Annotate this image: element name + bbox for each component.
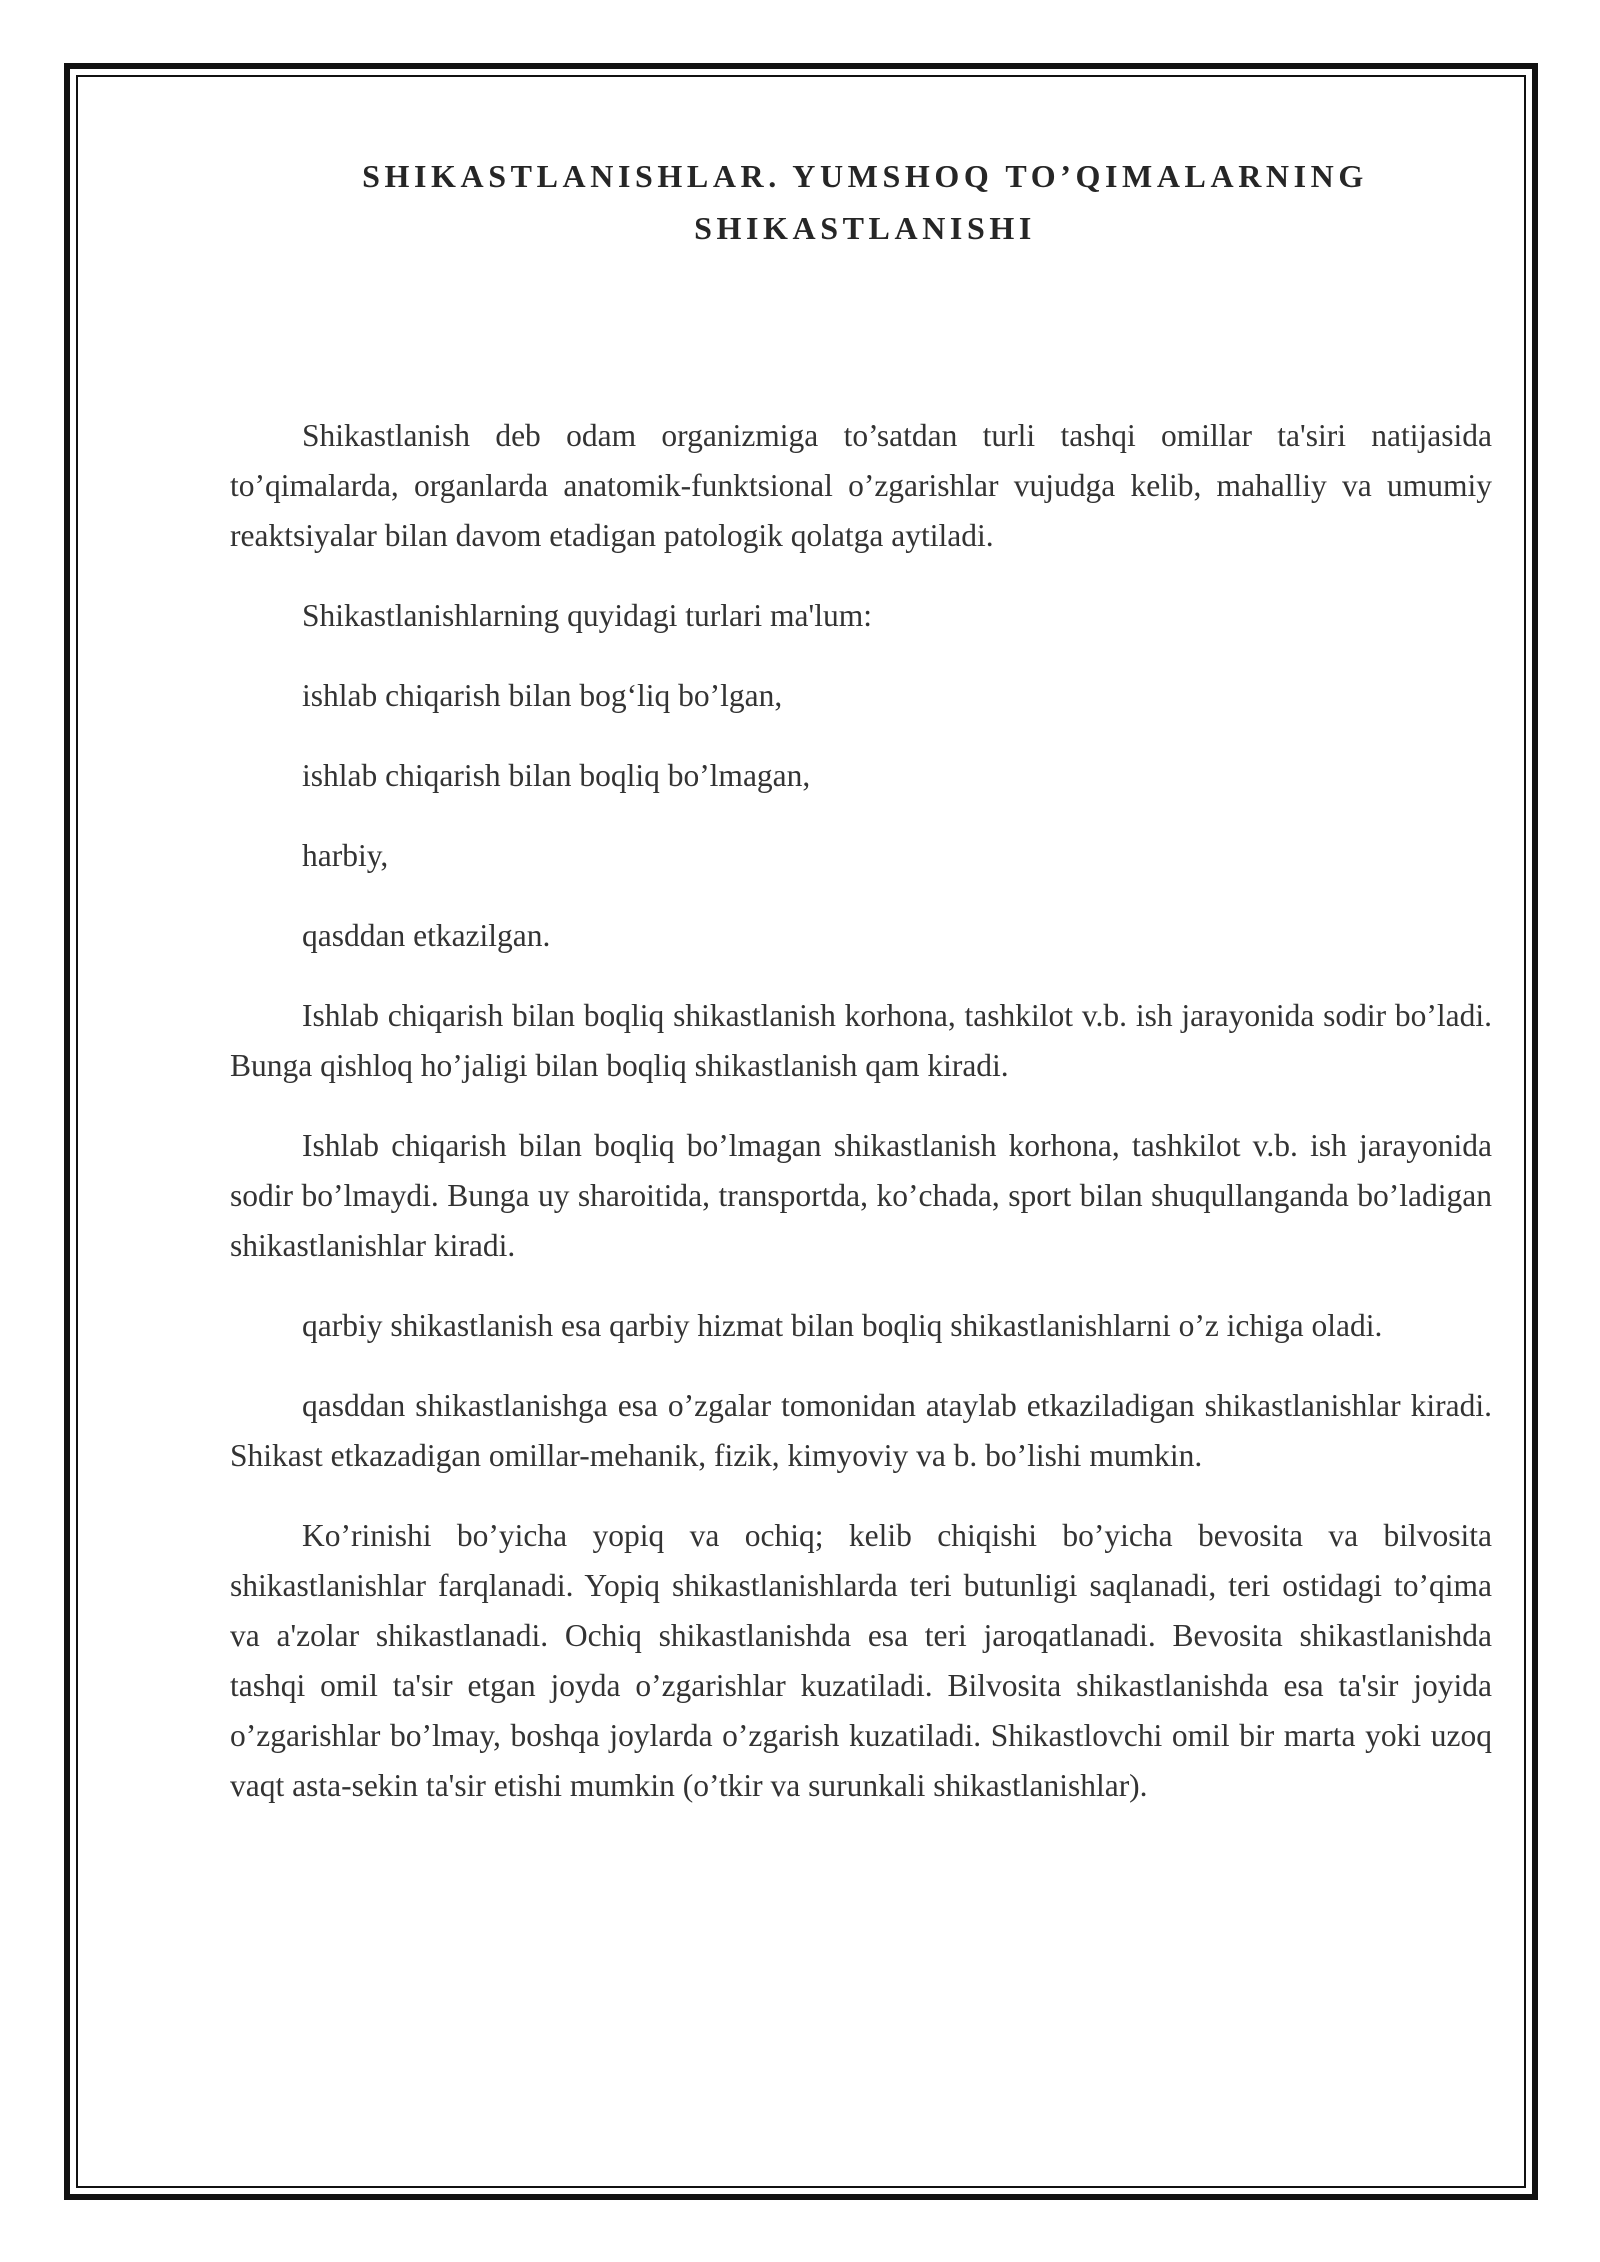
document-body (230, 411, 1492, 1841)
list-item-military: harbiy, (302, 838, 389, 873)
paragraph-open-closed: Ko’rinishi bo’yicha yopiq va ochiq; kelib chiqishi bo’yicha bevosita va bilvosita shikastlanishlar farqlanadi. Yopiq shikastlanishlarda teri butunligi saqlanadi, teri ostidagi to’qima va a'zolar shikastlanadi. Ochiq shikastlanishda esa teri jaroqatlanadi. Bevosita shikastlanishda tashqi omil ta'sir etgan joyda o’zgarishlar kuzatiladi. Bilvosita shikastlanishda esa ta'sir joyida o’zgarishlar bo’lmay, boshqa joylarda o’zgarish kuzatiladi. Shikastlovchi omil bir marta yoki uzoq vaqt asta-sekin ta'sir etishi mumkin (o’tkir va surunkali shikastlanishlar). (230, 1518, 1492, 1803)
paragraph-industrial: Ishlab chiqarish bilan boqliq shikastlanish korhona, tashkilot v.b. ish jarayonida sodir bo’ladi. Bunga qishloq ho’jaligi bilan boqliq shikastlanish qam kiradi. (230, 998, 1492, 1083)
list-item-non-industrial: ishlab chiqarish bilan boqliq bo’lmagan, (302, 758, 811, 793)
paragraph-intentional: qasddan shikastlanishga esa o’zgalar tomonidan ataylab etkaziladigan shikastlanishlar kiradi. Shikast etkazadigan omillar-mehanik, fizik, kimyoviy va b. bo’lishi mumkin. (230, 1388, 1492, 1473)
document-title (230, 150, 1500, 254)
list-item-industrial: ishlab chiqarish bilan bog‘liq bo’lgan, (302, 678, 783, 713)
list-item-intentional: qasddan etkazilgan. (302, 918, 551, 953)
paragraph-types-intro: Shikastlanishlarning quyidagi turlari ma'lum: (302, 598, 872, 633)
paragraph-non-industrial: Ishlab chiqarish bilan boqliq bo’lmagan shikastlanish korhona, tashkilot v.b. ish jarayonida sodir bo’lmaydi. Bunga uy sharoitida, transportda, ko’chada, sport bilan shuqullanganda bo’ladigan shikastlanishlar kiradi. (230, 1128, 1492, 1263)
title-line-1: SHIKASTLANISHLAR. YUMSHOQ TO’QIMALARNING (362, 158, 1368, 194)
paragraph-definition: Shikastlanish deb odam organizmiga to’satdan turli tashqi omillar ta'siri natijasida to’qimalarda, organlarda anatomik-funktsional o’zgarishlar vujudga kelib, mahalliy va umumiy reaktsiyalar bilan davom etadigan patologik qolatga aytiladi. (230, 418, 1492, 553)
paragraph-military: qarbiy shikastlanish esa qarbiy hizmat bilan boqliq shikastlanishlarni o’z ichiga oladi. (302, 1308, 1383, 1343)
title-line-2: SHIKASTLANISHI (694, 210, 1036, 246)
